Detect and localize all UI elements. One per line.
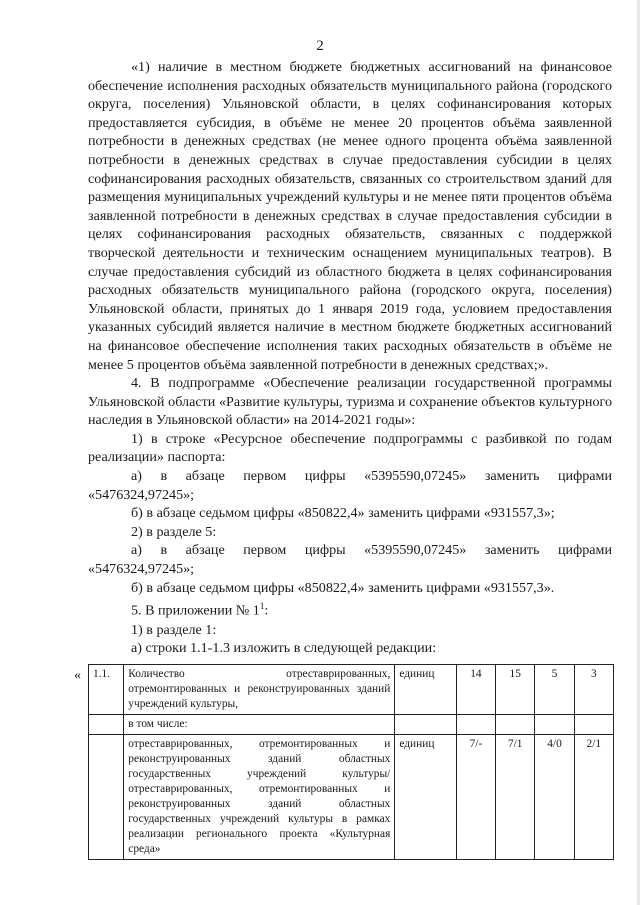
row-unit: единиц bbox=[395, 735, 456, 860]
paragraph-item-b2: б) в абзаце седьмом цифры «850822,4» заменить цифрами «931557,3». bbox=[131, 579, 555, 596]
row-value: 3 bbox=[574, 665, 613, 715]
row-value: 15 bbox=[496, 665, 535, 715]
row-value: 7/- bbox=[456, 735, 495, 860]
paragraph-subprogram: 4. В подпрограмме «Обеспечение реализации государственной программы Ульяновской области «Развитие культуры, туризма и сохранение объектов культурного наследия в Ульяновской области» на 2014-2021 годы»: bbox=[88, 375, 612, 429]
row-name: отреставрированных, отремонтированных и реконструированных зданий областных государственных учреждений культуры/отреставрированных, отремонтированных и реконструированных зданий областных государственных учреждений культуры в рамках реализации регионального проекта «Культурная среда» bbox=[124, 735, 395, 860]
paragraph-subsidy-condition: «1) наличие в местном бюджете бюджетных ассигнований на финансовое обеспечение исполнения расходных обязательств муниципального района (городского округа, поселения) Ульяновской области, в целях софинансирования которых предоставляется субсидия, в объёме не менее 20 процентов объёма заявленной потребности в денежных средствах (не менее одного процента объёма заявленной потребности в денежных средствах в случае предоставления субсидии в целях софинансирования расходных обязательств, связанных со строительством зданий для размещения муниципальных учреждений культуры и не менее пяти процентов объёма заявленной потребности в денежных средствах в случае предоставления субсидии в целях софинансирования расходных обязательств, связанных с поддержкой творческой деятельности и техническим оснащением муниципальных театров). В случае предоставления субсидий из областного бюджета в целях софинансирования расходных обязательств муниципального района (городского округа, поселения) Ульяновской области, принятых до 1 января 2019 года, условием предоставления указанных субсидий является наличие в местном бюджете бюджетных ассигнований на финансовое обеспечение исполнения таких расходных обязательств в объёме не менее 5 процентов объёма заявленной потребности в денежных средствах;». bbox=[88, 59, 612, 373]
row-number: 1.1. bbox=[89, 665, 124, 715]
indicator-table-wrapper bbox=[88, 664, 614, 860]
row-value: 2/1 bbox=[574, 735, 613, 860]
appendix-colon: : bbox=[264, 602, 269, 619]
table-row bbox=[89, 735, 614, 860]
paragraph-item-a1: а) в абзаце первом цифры «5395590,07245» заменить цифрами «5476324,97245»; bbox=[88, 468, 612, 503]
appendix-text: 5. В приложении № 1 bbox=[131, 602, 260, 619]
row-value: 7/1 bbox=[496, 735, 535, 860]
table-open-quote: « bbox=[74, 668, 81, 683]
paragraph-item-b1: б) в абзаце седьмом цифры «850822,4» заменить цифрами «931557,3»; bbox=[131, 505, 555, 522]
paragraph-resource-row: 1) в строке «Ресурсное обеспечение подпрограммы с разбивкой по годам реализации» паспорта: bbox=[88, 430, 612, 466]
table-row bbox=[89, 715, 614, 735]
row-value: 5 bbox=[535, 665, 574, 715]
paragraph-appendix bbox=[88, 597, 612, 620]
document-body bbox=[88, 58, 612, 658]
row-unit: единиц bbox=[395, 665, 456, 715]
paragraph-rows-edit: а) строки 1.1-1.3 изложить в следующей редакции: bbox=[131, 640, 437, 657]
row-name: в том числе: bbox=[124, 715, 395, 735]
paragraph-section1: 1) в разделе 1: bbox=[131, 621, 217, 638]
row-value: 4/0 bbox=[535, 735, 574, 860]
table-row bbox=[89, 665, 614, 715]
page-number: 2 bbox=[316, 38, 324, 54]
indicator-table bbox=[88, 664, 614, 860]
row-value: 14 bbox=[456, 665, 495, 715]
paragraph-item-a2: а) в абзаце первом цифры «5395590,07245» заменить цифрами «5476324,97245»; bbox=[88, 542, 612, 578]
paragraph-section5: 2) в разделе 5: bbox=[131, 523, 217, 540]
row-name: Количество отреставрированных, отремонтированных и реконструированных зданий учреждений культуры, bbox=[124, 665, 395, 715]
appendix-superscript: 1 bbox=[259, 601, 265, 612]
